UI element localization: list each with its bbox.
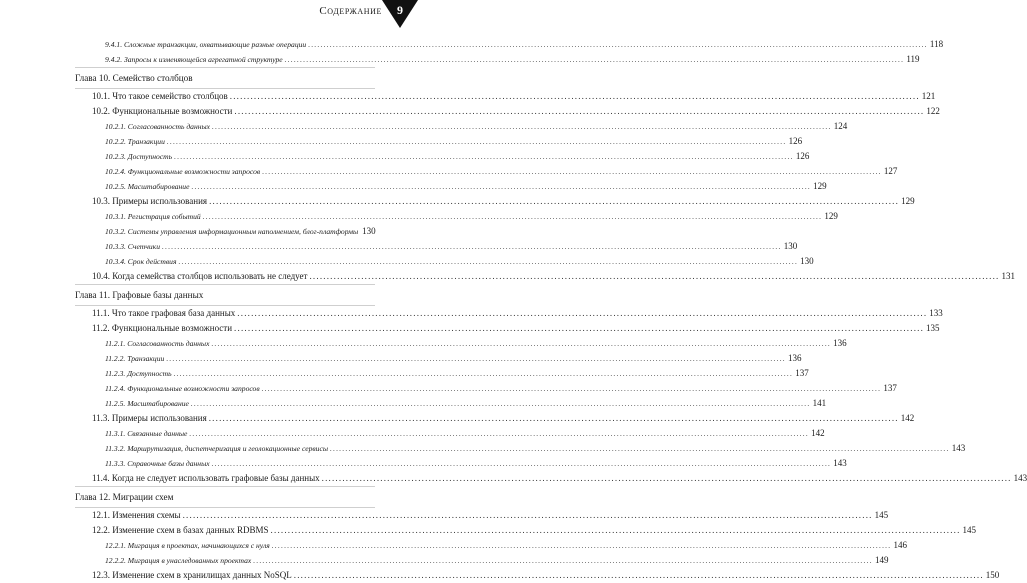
toc-entry-label: 11.2.1. Согласованность данных	[105, 339, 210, 348]
toc-subsection[interactable]	[75, 396, 827, 411]
toc-section[interactable]	[75, 104, 940, 119]
toc-section[interactable]	[75, 471, 1027, 486]
toc-subsection[interactable]	[75, 426, 825, 441]
toc-leader-dots: ........................................................................................................................................................................................................	[270, 525, 961, 535]
toc-entry-label: 11.3.1. Связанные данные	[105, 429, 188, 438]
toc-entry-page: 129	[824, 211, 838, 221]
toc-entry-label: 12.1. Изменения схемы	[92, 510, 181, 520]
toc-entry-label: 10.3.4. Срок действия	[105, 257, 177, 266]
toc-entry-page: 135	[926, 323, 940, 333]
toc-subsection[interactable]	[75, 119, 848, 134]
toc-entry-page: 137	[795, 368, 809, 378]
toc-entry-page: 129	[813, 181, 827, 191]
toc-subsection[interactable]	[75, 441, 966, 456]
toc-entry-label: 11.2.5. Масштабирование	[105, 399, 189, 408]
toc-subsection[interactable]	[75, 553, 889, 568]
toc-entry-page: 141	[812, 398, 827, 408]
toc-subsection[interactable]	[75, 134, 803, 149]
toc-entry-label: 10.3.1. Регистрация событий	[105, 212, 201, 221]
toc-section[interactable]	[75, 269, 1015, 284]
toc-section[interactable]	[75, 523, 977, 538]
toc-entry-page: 136	[788, 353, 802, 363]
toc-section[interactable]	[75, 321, 940, 336]
toc-leader-dots: ........................................................................................................................................................................................................	[178, 257, 799, 266]
toc-entry-page: 143	[951, 443, 966, 453]
toc-leader-dots: ........................................................................................................................................................................................................	[262, 167, 882, 176]
toc-subsection[interactable]	[75, 209, 838, 224]
toc-leader-dots: ........................................................................................................................................................................................................	[308, 40, 928, 49]
toc-subsection[interactable]	[75, 179, 827, 194]
toc-subsection[interactable]	[75, 149, 810, 164]
toc-entry-label: 9.4.1. Сложные транзакции, охватывающие разные операции	[105, 40, 307, 49]
toc-entry-page: 129	[901, 196, 915, 206]
toc-leader-dots: ........................................................................................................................................................................................................	[261, 384, 882, 393]
toc-entry-label: 11.1. Что такое графовая база данных	[92, 308, 236, 318]
running-header-title: Содержание	[319, 5, 382, 17]
toc-leader-dots: ........................................................................................................................................................................................................	[271, 541, 892, 550]
toc-entry-label: 11.4. Когда не следует использовать графовые базы данных	[92, 473, 320, 483]
toc-entry-page: 130	[362, 226, 376, 236]
toc-subsection[interactable]	[75, 366, 809, 381]
chapter-divider	[75, 284, 375, 285]
toc-leader-dots: ........................................................................................................................................................................................................	[190, 399, 811, 408]
toc-subsection[interactable]	[75, 336, 847, 351]
toc-entry-page: 133	[929, 308, 943, 318]
toc-leader-dots: ........................................................................................................................................................................................................	[189, 429, 810, 438]
toc-entry-label: 11.2.3. Доступность	[105, 369, 172, 378]
toc-subsection[interactable]	[75, 538, 907, 553]
toc-entry-label: 10.2. Функциональные возможности	[92, 106, 233, 116]
table-of-contents	[75, 37, 1027, 583]
chapter-divider	[75, 67, 375, 68]
toc-subsection[interactable]	[75, 224, 375, 239]
toc-leader-dots: ........................................................................................................................................................................................................	[237, 308, 928, 318]
toc-leader-dots: ........................................................................................................................................................................................................	[321, 473, 1012, 483]
toc-section[interactable]	[75, 194, 915, 209]
toc-leader-dots: ........................................................................................................................................................................................................	[208, 413, 899, 423]
toc-entry-page: 142	[900, 413, 915, 423]
toc-entry-page: 131	[1001, 271, 1015, 281]
toc-subsection[interactable]	[75, 351, 802, 366]
toc-leader-dots: ........................................................................................................................................................................................................	[234, 106, 925, 116]
toc-entry-label: Глава 11. Графовые базы данных	[75, 289, 204, 300]
toc-section[interactable]	[75, 508, 889, 523]
toc-leader-dots: ........................................................................................................................................................................................................	[212, 122, 832, 131]
toc-entry-label: 10.3.3. Счетчики	[105, 242, 160, 251]
toc-entry-page: 145	[874, 510, 889, 520]
toc-entry-label: 10.3.2. Системы управления информационным наполнением, блог-платформы	[105, 227, 359, 236]
toc-leader-dots: ........................................................................................................................................................................................................	[162, 242, 782, 251]
toc-entry-label: 10.2.2. Транзакции	[105, 137, 165, 146]
toc-chapter[interactable]	[75, 490, 375, 505]
toc-entry-page: 146	[893, 540, 907, 550]
toc-entry-page: 122	[926, 106, 940, 116]
toc-subsection[interactable]	[75, 239, 798, 254]
toc-entry-page: 121	[921, 91, 936, 101]
toc-leader-dots: ........................................................................................................................................................................................................	[229, 91, 920, 101]
toc-entry-label: 10.2.3. Доступность	[105, 152, 173, 161]
page-number: 9	[397, 3, 403, 17]
toc-entry-page: 119	[906, 54, 920, 64]
toc-leader-dots: ........................................................................................................................................................................................................	[209, 196, 900, 206]
toc-entry-page: 126	[788, 136, 803, 146]
toc-entry-label: 11.3.3. Справочные базы данных	[105, 459, 210, 468]
toc-entry-page: 149	[874, 555, 889, 565]
toc-subsection[interactable]	[75, 37, 944, 52]
toc-entry-label: 11.3. Примеры использования	[92, 413, 207, 423]
toc-entry-label: 11.2.2. Транзакции	[105, 354, 165, 363]
toc-leader-dots: ........................................................................................................................................................................................................	[202, 212, 823, 221]
toc-leader-dots: ........................................................................................................................................................................................................	[166, 354, 787, 363]
page-header	[0, 0, 500, 28]
toc-entry-page: 124	[833, 121, 848, 131]
toc-entry-label: 12.2.1. Миграция в проектах, начинающихся с нуля	[105, 541, 270, 550]
toc-subsection[interactable]	[75, 381, 897, 396]
toc-entry-page: 118	[929, 39, 944, 49]
toc-entry-page: 137	[883, 383, 897, 393]
toc-entry-page: 130	[800, 256, 814, 266]
toc-entry-label: 9.4.2. Запросы к изменяющейся агрегатной структуре	[105, 55, 283, 64]
toc-subsection[interactable]	[75, 164, 898, 179]
toc-entry-page: 136	[833, 338, 847, 348]
toc-leader-dots: ........................................................................................................................................................................................................	[234, 323, 925, 333]
toc-entry-label: Глава 12. Миграции схем	[75, 491, 174, 502]
toc-leader-dots: ........................................................................................................................................................................................................	[309, 271, 1000, 281]
chapter-divider	[75, 486, 375, 487]
toc-entry-label: 10.1. Что такое семейство столбцов	[92, 91, 228, 101]
toc-subsection[interactable]	[75, 456, 847, 471]
toc-section[interactable]	[75, 568, 1000, 583]
toc-subsection[interactable]	[75, 254, 814, 269]
toc-entry-page: 130	[783, 241, 798, 251]
toc-leader-dots: ........................................................................................................................................................................................................	[284, 55, 905, 64]
toc-entry-label: 11.2.4. Функциональные возможности запросов	[105, 384, 260, 393]
toc-leader-dots: ........................................................................................................................................................................................................	[211, 339, 832, 348]
toc-leader-dots: ........................................................................................................................................................................................................	[173, 369, 794, 378]
toc-entry-page: 143	[1013, 473, 1027, 483]
toc-chapter[interactable]	[75, 71, 375, 86]
toc-entry-page: 143	[833, 458, 847, 468]
toc-leader-dots: ........................................................................................................................................................................................................	[211, 459, 832, 468]
toc-leader-dots: ........................................................................................................................................................................................................	[253, 556, 873, 565]
toc-entry-page: 150	[985, 570, 1000, 580]
toc-entry-page: 126	[795, 151, 810, 161]
toc-entry-label: 11.3.2. Маршрутизация, диспетчеризация и геолокационные сервисы	[105, 444, 328, 453]
toc-section[interactable]	[75, 89, 936, 104]
toc-entry-label: 10.3. Примеры использования	[92, 196, 208, 206]
toc-chapter[interactable]	[75, 288, 375, 303]
toc-entry-label: 12.2. Изменение схем в базах данных RDBMS	[92, 525, 269, 535]
toc-entry-page: 127	[883, 166, 898, 176]
toc-entry-label: 10.2.1. Согласованность данных	[105, 122, 211, 131]
toc-entry-page: 145	[962, 525, 977, 535]
toc-entry-label: 10.4. Когда семейства столбцов использовать не следует	[92, 271, 308, 281]
toc-entry-label: 11.2. Функциональные возможности	[92, 323, 233, 333]
toc-entry-label: 12.3. Изменение схем в хранилищах данных NoSQL	[92, 570, 292, 580]
toc-section[interactable]	[75, 411, 915, 426]
toc-entry-page: 142	[811, 428, 825, 438]
toc-entry-label: 12.2.2. Миграция в унаследованных проектах	[105, 556, 252, 565]
toc-section[interactable]	[75, 306, 943, 321]
toc-leader-dots: ........................................................................................................................................................................................................	[174, 152, 794, 161]
toc-leader-dots: ........................................................................................................................................................................................................	[293, 570, 984, 580]
toc-leader-dots: ........................................................................................................................................................................................................	[191, 182, 812, 191]
toc-entry-label: 10.2.4. Функциональные возможности запросов	[105, 167, 261, 176]
toc-entry-label: Глава 10. Семейство столбцов	[75, 72, 193, 83]
toc-entry-label: 10.2.5. Масштабирование	[105, 182, 190, 191]
toc-leader-dots: ........................................................................................................................................................................................................	[182, 510, 873, 520]
toc-leader-dots: ........................................................................................................................................................................................................	[330, 444, 950, 453]
toc-leader-dots: ........................................................................................................................................................................................................	[166, 137, 787, 146]
toc-subsection[interactable]	[75, 52, 920, 67]
